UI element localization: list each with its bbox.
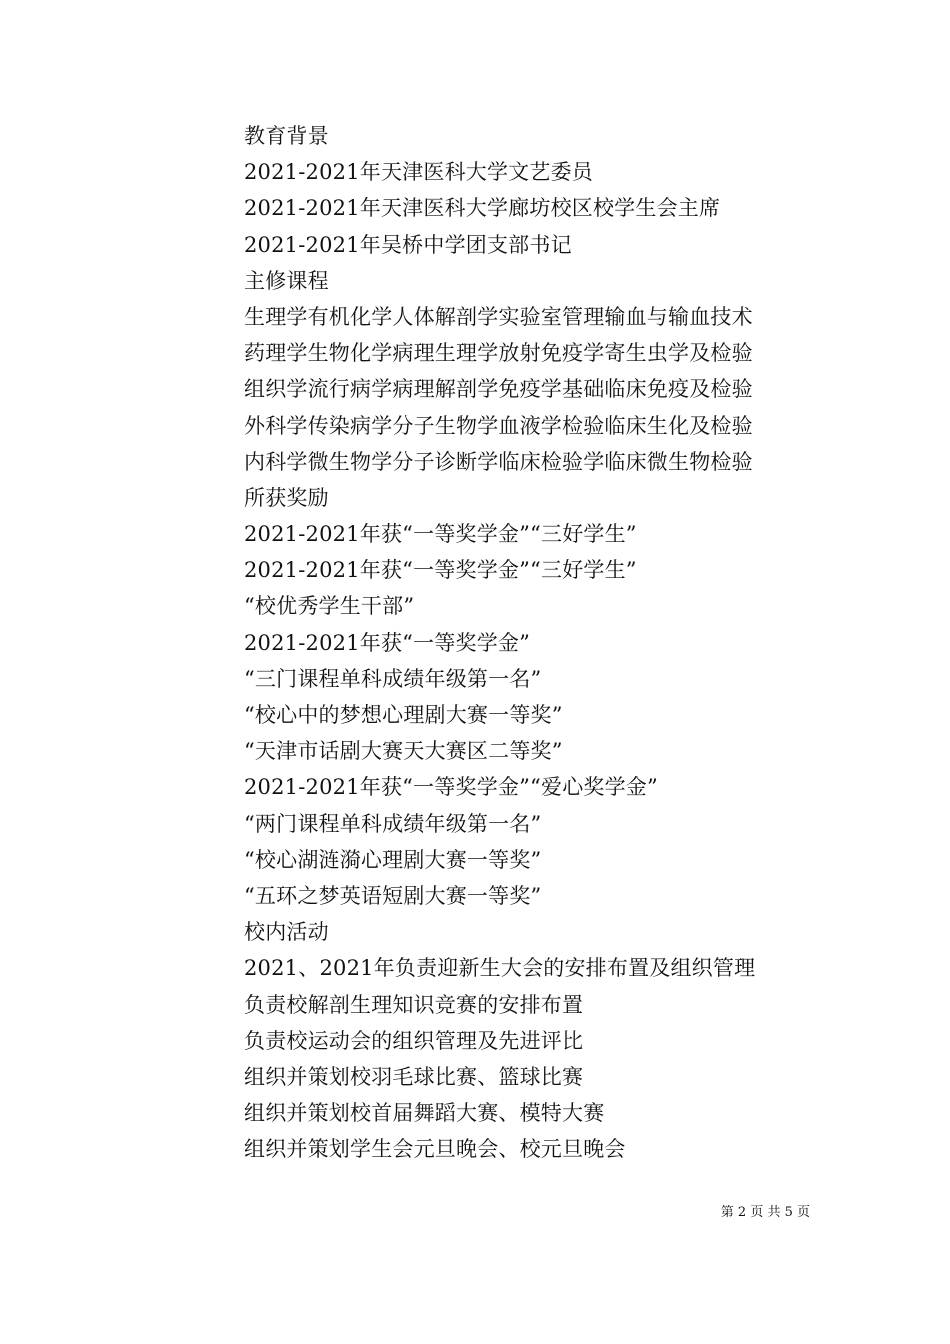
text-line: 2021-2021年获“一等奖学金”“三好学生” xyxy=(244,558,637,583)
text-line: 2021-2021年获“一等奖学金”“爱心奖学金” xyxy=(244,775,658,800)
text-line: “校心湖涟漪心理剧大赛一等奖” xyxy=(244,847,542,872)
document-body xyxy=(244,118,804,1167)
text-line: 2021、2021年负责迎新生大会的安排布置及组织管理 xyxy=(244,956,756,981)
text-line: 药理学生物化学病理生理学放射免疫学寄生虫学及检验 xyxy=(244,341,753,366)
text-line: 2021-2021年天津医科大学廊坊校区校学生会主席 xyxy=(244,196,721,221)
text-line: 2021-2021年获“一等奖学金”“三好学生” xyxy=(244,522,637,547)
section-heading-activities: 校内活动 xyxy=(244,920,329,945)
text-line: 负责校解剖生理知识竞赛的安排布置 xyxy=(244,992,584,1017)
text-line: 生理学有机化学人体解剖学实验室管理输血与输血技术 xyxy=(244,304,753,329)
text-line: 组织并策划学生会元旦晚会、校元旦晚会 xyxy=(244,1137,626,1162)
section-heading-awards: 所获奖励 xyxy=(244,485,329,510)
text-line: 组织并策划校首届舞蹈大赛、模特大赛 xyxy=(244,1101,605,1126)
text-line: “校优秀学生干部” xyxy=(244,594,415,619)
text-line: 组织并策划校羽毛球比赛、篮球比赛 xyxy=(244,1064,584,1089)
text-line: “两门课程单科成绩年级第一名” xyxy=(244,811,542,836)
page-number-footer: 第 2 页 共 5 页 xyxy=(720,1205,810,1220)
text-line: “五环之梦英语短剧大赛一等奖” xyxy=(244,883,542,908)
text-line: 内科学微生物学分子诊断学临床检验学临床微生物检验 xyxy=(244,449,753,474)
text-line: 外科学传染病学分子生物学血液学检验临床生化及检验 xyxy=(244,413,753,438)
text-line: “三门课程单科成绩年级第一名” xyxy=(244,666,542,691)
text-line: “校心中的梦想心理剧大赛一等奖” xyxy=(244,703,563,727)
text-line: “天津市话剧大赛天大赛区二等奖” xyxy=(244,739,563,764)
text-line: 2021-2021年天津医科大学文艺委员 xyxy=(244,160,593,185)
text-line: 组织学流行病学病理解剖学免疫学基础临床免疫及检验 xyxy=(244,377,753,402)
text-line: 负责校运动会的组织管理及先进评比 xyxy=(244,1028,584,1053)
section-heading-education: 教育背景 xyxy=(244,124,329,148)
text-line: 2021-2021年获“一等奖学金” xyxy=(244,630,531,655)
text-line: 2021-2021年吴桥中学团支部书记 xyxy=(244,232,572,257)
section-heading-courses: 主修课程 xyxy=(244,268,329,293)
